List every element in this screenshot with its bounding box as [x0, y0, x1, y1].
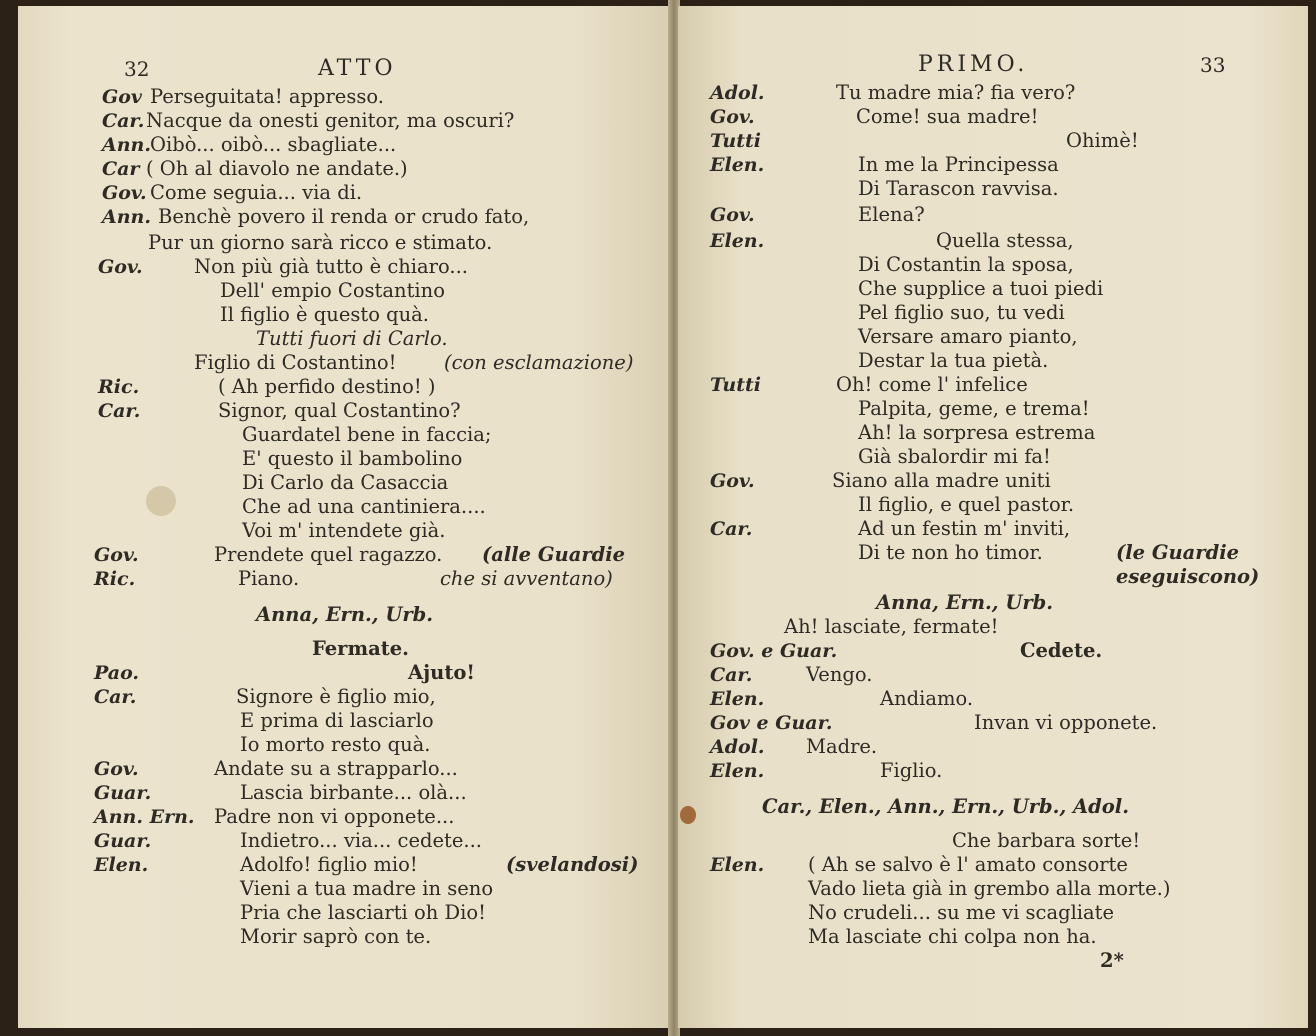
verse-line: Di Tarascon ravvisa.	[858, 177, 1059, 200]
verse-line: Andiamo.	[880, 687, 974, 710]
verse-line: Figlio di Costantino!	[194, 351, 397, 374]
verse-line: Ah! la sorpresa estrema	[858, 421, 1096, 444]
page-number: 33	[1200, 53, 1226, 77]
verse-line: Io morto resto quà.	[240, 733, 431, 756]
speaker-label: Car.	[102, 110, 145, 132]
verse-line: Perseguitata! appresso.	[150, 85, 384, 108]
verse-line: Di te non ho timor.	[858, 541, 1043, 564]
speaker-label: Gov. e Guar.	[710, 640, 838, 662]
verse-line: Cedete.	[1020, 639, 1103, 662]
verse-line: Quella stessa,	[936, 229, 1074, 252]
verse-line: Guardatel bene in faccia;	[242, 423, 492, 446]
verse-line: Già sbalordir mi fa!	[858, 445, 1051, 468]
running-head: PRIMO.	[918, 52, 1029, 77]
speaker-label: Tutti	[710, 374, 761, 396]
verse-line: Tu madre mia? fia vero?	[836, 81, 1076, 104]
verse-line: Elena?	[858, 203, 925, 226]
stage-direction: (con esclamazione)	[444, 351, 634, 374]
verse-line: Che ad una cantiniera....	[242, 495, 486, 518]
speaker-label: Ric.	[98, 376, 140, 398]
speaker-label: Gov.	[98, 256, 143, 278]
speaker-label: Ric.	[94, 568, 136, 590]
verse-line: Signore è figlio mio,	[236, 685, 436, 708]
verse-line: Prendete quel ragazzo.	[214, 543, 443, 566]
verse-line: ( Ah perfido destino! )	[218, 375, 436, 398]
speaker-label: Car.	[710, 664, 753, 686]
speaker-label: Gov e Guar.	[710, 712, 833, 734]
verse-line: Di Carlo da Casaccia	[242, 471, 449, 494]
verse-line: Fermate.	[312, 637, 409, 660]
speaker-label: Pao.	[94, 662, 140, 684]
verse-line: Di Costantin la sposa,	[858, 253, 1074, 276]
verse-line: Indietro... via... cedete...	[240, 829, 482, 852]
speaker-label: Gov.	[710, 204, 755, 226]
speaker-label: Tutti	[710, 130, 761, 152]
verse-line: E' questo il bambolino	[242, 447, 463, 470]
verse-line: Figlio.	[880, 759, 943, 782]
verse-line: Andate su a strapparlo...	[214, 757, 458, 780]
verse-line: Pel figlio suo, tu vedi	[858, 301, 1065, 324]
verse-line: Piano.	[238, 567, 300, 590]
paper-stain	[146, 486, 176, 516]
verse-line: Siano alla madre uniti	[832, 469, 1051, 492]
stage-direction: che si avventano)	[440, 567, 613, 590]
ink-spot	[680, 806, 696, 824]
verse-line: Padre non vi opponete...	[214, 805, 455, 828]
speaker-label: Gov.	[94, 758, 139, 780]
verse-line: Ajuto!	[408, 661, 475, 684]
speaker-label: Gov.	[94, 544, 139, 566]
speaker-label: Ann.	[102, 206, 151, 228]
verse-line: Ah! lasciate, fermate!	[784, 615, 999, 638]
verse-line: Ohimè!	[1066, 129, 1139, 152]
stage-direction: eseguiscono)	[1116, 565, 1260, 588]
verse-line: Ad un festin m' inviti,	[858, 517, 1071, 540]
verse-line: Oibò... oibò... sbagliate...	[150, 133, 397, 156]
verse-line: Dell' empio Costantino	[220, 279, 445, 302]
verse-line: Come seguia... via di.	[150, 181, 363, 204]
speaker-label: Elen.	[710, 688, 765, 710]
verse-line: Ma lasciate chi colpa non ha.	[808, 925, 1097, 948]
left-page	[18, 6, 670, 1028]
stage-direction: (svelandosi)	[506, 853, 639, 876]
speaker-label: Elen.	[710, 760, 765, 782]
verse-line: Voi m' intendete già.	[242, 519, 446, 542]
verse-line: Signor, qual Costantino?	[218, 399, 461, 422]
signature-mark: 2*	[1100, 949, 1124, 972]
speaker-label: Ann. Ern.	[94, 806, 195, 828]
speaker-label: Guar.	[94, 830, 152, 852]
speaker-label: Gov	[102, 86, 142, 108]
ensemble-heading: Anna, Ern., Urb.	[876, 591, 1054, 614]
page-number: 32	[124, 57, 150, 81]
verse-line: Madre.	[806, 735, 878, 758]
verse-line: Adolfo! figlio mio!	[240, 853, 418, 876]
verse-line: Versare amaro pianto,	[858, 325, 1078, 348]
verse-line: Vengo.	[806, 663, 873, 686]
verse-line: ( Oh al diavolo ne andate.)	[146, 157, 408, 180]
stage-direction: (le Guardie	[1116, 541, 1240, 564]
speaker-label: Car.	[98, 400, 141, 422]
speaker-label: Gov.	[710, 106, 755, 128]
verse-line: Che barbara sorte!	[952, 829, 1141, 852]
speaker-label: Guar.	[94, 782, 152, 804]
speaker-label: Gov.	[102, 182, 147, 204]
verse-line: In me la Principessa	[858, 153, 1059, 176]
stage-direction: Tutti fuori di Carlo.	[256, 327, 448, 350]
speaker-label: Elen.	[94, 854, 149, 876]
verse-line: Che supplice a tuoi piedi	[858, 277, 1104, 300]
verse-line: Pur un giorno sarà ricco e stimato.	[148, 231, 493, 254]
verse-line: Oh! come l' infelice	[836, 373, 1028, 396]
right-page	[678, 6, 1308, 1028]
ensemble-heading: Anna, Ern., Urb.	[256, 603, 434, 626]
verse-line: Non più già tutto è chiaro...	[194, 255, 468, 278]
speaker-label: Elen.	[710, 854, 765, 876]
ensemble-heading: Car., Elen., Ann., Ern., Urb., Adol.	[762, 795, 1130, 818]
speaker-label: Car.	[94, 686, 137, 708]
verse-line: Palpita, geme, e trema!	[858, 397, 1090, 420]
speaker-label: Elen.	[710, 154, 765, 176]
speaker-label: Car.	[710, 518, 753, 540]
verse-line: Lascia birbante... olà...	[240, 781, 467, 804]
verse-line: Pria che lasciarti oh Dio!	[240, 901, 486, 924]
verse-line: Destar la tua pietà.	[858, 349, 1049, 372]
verse-line: Il figlio, e quel pastor.	[858, 493, 1075, 516]
verse-line: Invan vi opponete.	[974, 711, 1158, 734]
verse-line: E prima di lasciarlo	[240, 709, 434, 732]
speaker-label: Ann.	[102, 134, 151, 156]
speaker-label: Car	[102, 158, 140, 180]
verse-line: No crudeli... su me vi scagliate	[808, 901, 1115, 924]
speaker-label: Adol.	[710, 82, 765, 104]
running-head: ATTO	[318, 56, 397, 81]
stage-direction: (alle Guardie	[482, 543, 626, 566]
verse-line: Benchè povero il renda or crudo fato,	[158, 205, 530, 228]
verse-line: Vado lieta già in grembo alla morte.)	[808, 877, 1171, 900]
speaker-label: Adol.	[710, 736, 765, 758]
verse-line: ( Ah se salvo è l' amato consorte	[808, 853, 1128, 876]
verse-line: Morir saprò con te.	[240, 925, 432, 948]
speaker-label: Gov.	[710, 470, 755, 492]
verse-line: Come! sua madre!	[856, 105, 1039, 128]
verse-line: Nacque da onesti genitor, ma oscuri?	[146, 109, 515, 132]
speaker-label: Elen.	[710, 230, 765, 252]
verse-line: Vieni a tua madre in seno	[240, 877, 494, 900]
verse-line: Il figlio è questo quà.	[220, 303, 430, 326]
